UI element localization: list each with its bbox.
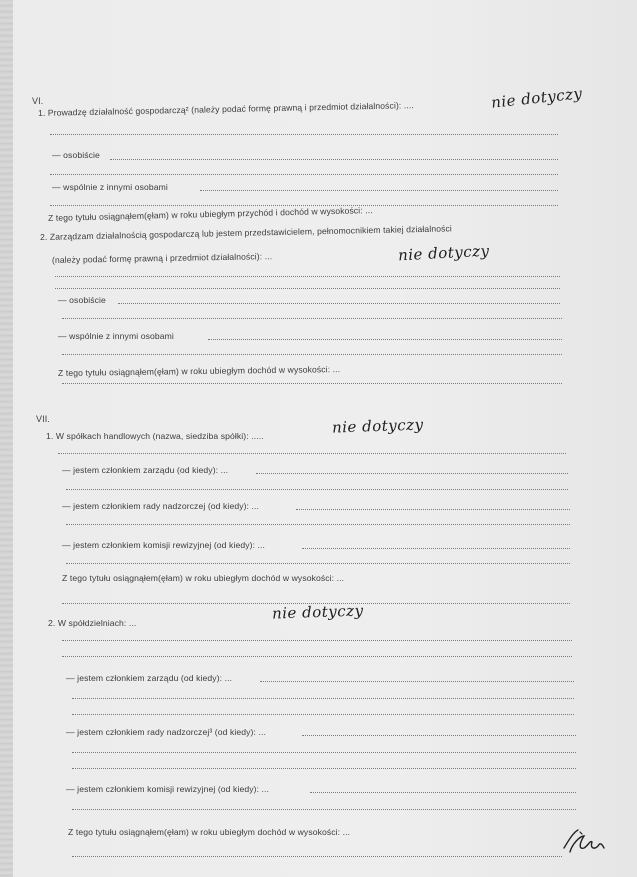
blank-line	[55, 288, 560, 289]
blank-line	[66, 489, 568, 490]
blank-line	[50, 134, 558, 135]
blank-line	[302, 548, 570, 549]
blank-line	[66, 524, 570, 525]
blank-line	[302, 735, 576, 736]
blank-line	[72, 768, 576, 769]
blank-line	[260, 681, 574, 682]
blank-line	[256, 473, 568, 474]
vi-item2-sole: — osobiście	[58, 295, 106, 305]
section-vi-heading: VI.	[32, 96, 44, 106]
scan-binding-edge	[0, 0, 13, 877]
vi-item1-text: 1. Prowadzę działalność gospodarczą² (należy podać formę prawną i przedmiot działalności): ....	[37, 100, 414, 118]
vii-item1-board: — jestem członkiem zarządu (od kiedy): ...	[62, 465, 229, 475]
blank-line	[310, 792, 576, 793]
vi-item1-income: Z tego tytułu osiągnąłem(ęłam) w roku ubiegłym przychód i dochód w wysokości: ...	[47, 205, 373, 223]
vi-item2-answer: nie dotyczy	[397, 241, 490, 265]
blank-line	[62, 318, 562, 319]
vii-item2-income: Z tego tytułu osiągnąłem(ęłam) w roku ubiegłym dochód w wysokości: ...	[68, 827, 351, 837]
blank-line	[62, 656, 572, 657]
blank-line	[72, 714, 574, 715]
blank-line	[62, 640, 572, 641]
blank-line	[200, 190, 558, 191]
vi-item2-line1: 2. Zarządzam działalnością gospodarczą lub jestem przedstawicielem, pełnomocnikiem takiej działalności	[39, 223, 452, 242]
vi-item2-joint: — wspólnie z innymi osobami	[58, 331, 174, 341]
vi-item1-sole: — osobiście	[52, 150, 100, 160]
signature-initials	[560, 826, 610, 860]
blank-line	[118, 303, 560, 304]
blank-line	[72, 809, 576, 810]
section-vii-heading: VII.	[36, 414, 50, 424]
vii-item1-income: Z tego tytułu osiągnąłem(ęłam) w roku ubiegłym dochód w wysokości: ...	[62, 573, 345, 583]
vii-item2-answer: nie dotyczy	[271, 601, 364, 623]
vii-item1-answer: nie dotyczy	[331, 415, 424, 437]
blank-line	[55, 276, 560, 277]
vii-item2-board: — jestem członkiem zarządu (od kiedy): ...	[66, 673, 233, 683]
blank-line	[50, 174, 558, 175]
vi-item2-income: Z tego tytułu osiągnąłem(ęłam) w roku ubiegłym dochód w wysokości: ...	[57, 364, 341, 378]
vii-item2-text: 2. W spółdzielniach: ...	[48, 618, 137, 628]
blank-line	[110, 159, 558, 160]
blank-line	[72, 698, 574, 699]
vi-item2-line2: (należy podać formę prawną i przedmiot działalności): ...	[51, 251, 273, 265]
vi-item1-joint: — wspólnie z innymi osobami	[52, 182, 168, 192]
vii-item1-audit: — jestem członkiem komisji rewizyjnej (od kiedy): ...	[62, 540, 266, 550]
blank-line	[58, 453, 566, 454]
blank-line	[62, 383, 562, 384]
blank-line	[72, 752, 576, 753]
blank-line	[208, 339, 562, 340]
blank-line	[296, 509, 570, 510]
vii-item1-supervisory: — jestem członkiem rady nadzorczej (od kiedy): ...	[62, 501, 259, 511]
blank-line	[62, 354, 562, 355]
blank-line	[66, 563, 570, 564]
vi-item1-answer: nie dotyczy	[490, 84, 584, 112]
vii-item1-text: 1. W spółkach handlowych (nazwa, siedziba spółki): .....	[46, 431, 264, 441]
vii-item2-audit: — jestem członkiem komisji rewizyjnej (od kiedy): ...	[66, 784, 270, 794]
vii-item2-supervisory: — jestem członkiem rady nadzorczej³ (od kiedy): ...	[66, 727, 266, 737]
blank-line	[72, 856, 562, 857]
